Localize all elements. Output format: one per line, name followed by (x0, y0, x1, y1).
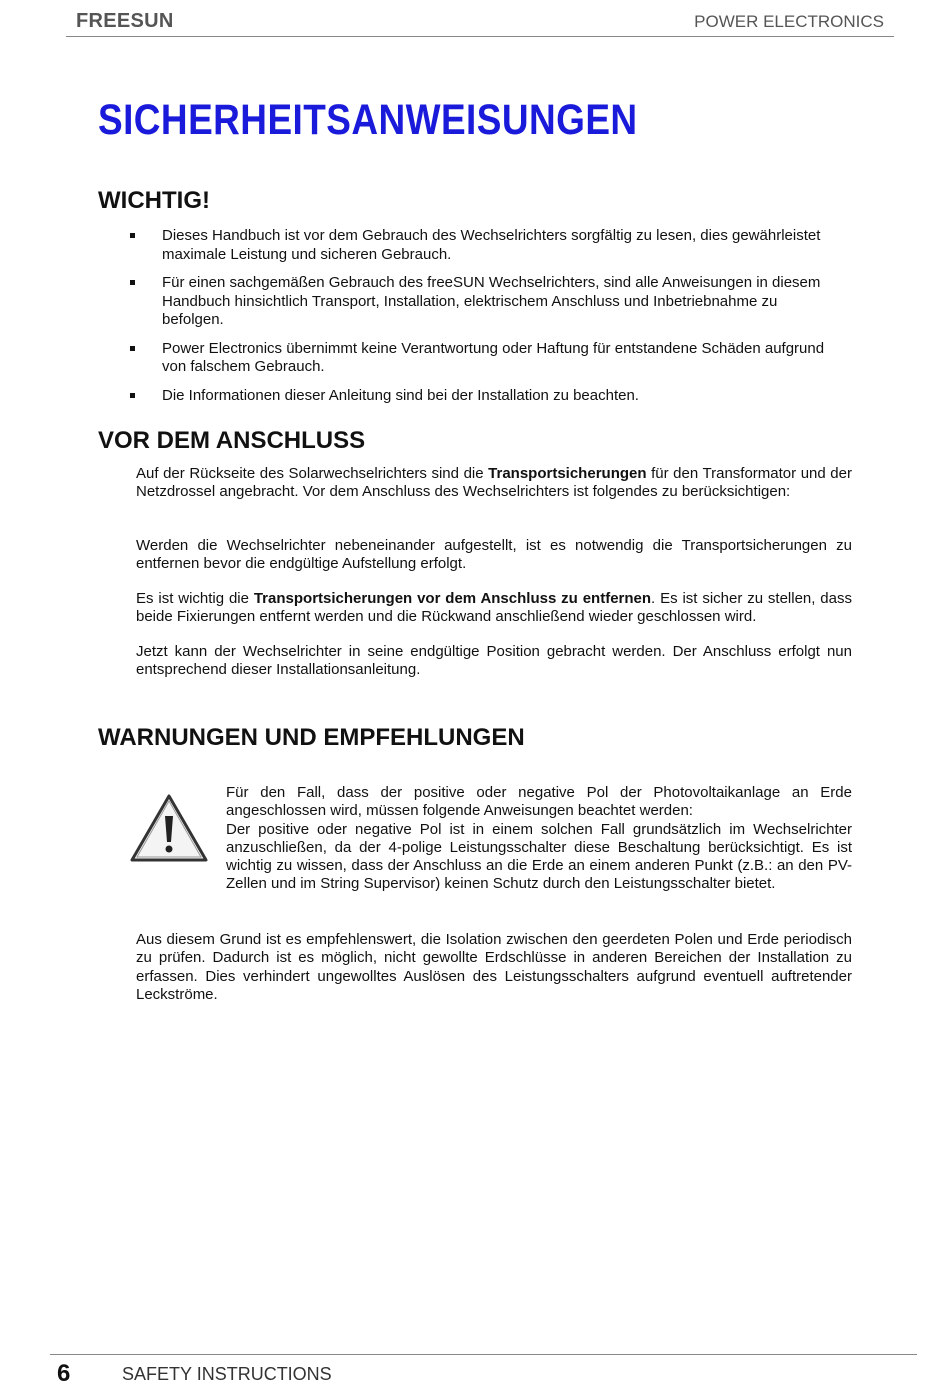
page-header (66, 8, 894, 37)
paragraph-entfernen (136, 590, 852, 627)
heading-vor-dem-anschluss: VOR DEM ANSCHLUSS (98, 427, 366, 454)
bullet-square-icon (130, 346, 135, 351)
page-footer (50, 1354, 917, 1388)
bullet-text: Dieses Handbuch ist vor dem Gebrauch des Wechselrichters sorgfältig zu lesen, dies gewährleistet maximale Leistung und sicheren Gebrauch. (162, 227, 821, 263)
bold-text: Transportsicherungen vor dem Anschluss zu entfernen (253, 590, 652, 607)
wichtig-bullet-list (128, 227, 828, 415)
bullet-text: Die Informationen dieser Anleitung sind bei der Installation zu beachten. (162, 386, 639, 404)
header-company: POWER ELECTRONICS (694, 12, 884, 31)
paragraph-transport (136, 465, 852, 502)
page-number: 6 (57, 1360, 71, 1387)
text-run: Für den Fall, dass der positive oder negative Pol der Photovoltaikanlage an Erde angeschlossen wird, müssen folgende Anweisungen beachtet werden: (226, 784, 852, 820)
warning-triangle-icon (129, 792, 209, 864)
bold-text: Transportsicherungen (488, 465, 647, 482)
list-item (128, 227, 828, 264)
list-item (128, 340, 828, 377)
bullet-square-icon (130, 393, 135, 398)
footer-section-title: SAFETY INSTRUCTIONS (122, 1364, 332, 1384)
text-run: Auf der Rückseite des Solarwechselrichters sind die (136, 465, 489, 482)
bullet-text: Für einen sachgemäßen Gebrauch des freeSUN Wechselrichters, sind alle Anweisungen in diesem Handbuch hinsichtlich Transport, Installation, elektrischem Anschluss und Inbetriebnahme zu befolgen. (162, 274, 821, 328)
header-brand: FREESUN (76, 10, 174, 32)
paragraph-erdung (226, 784, 852, 894)
paragraph-position: Jetzt kann der Wechselrichter in seine endgültige Position gebracht werden. Der Anschluss erfolgt nun entsprechend dieser Installationsanleitung. (136, 643, 852, 679)
text-run: . Es ist sicher zu stellen, dass beide Fixierungen entfernt werden und die Rückwand anschließend wieder geschlossen wird. (136, 590, 852, 626)
bullet-square-icon (130, 280, 135, 285)
bullet-square-icon (130, 233, 135, 238)
heading-wichtig: WICHTIG! (98, 187, 210, 214)
text-run: Es ist wichtig die (136, 590, 254, 607)
text-run: für den Transformator und der Netzdrossel angebracht. Vor dem Anschluss des Wechselrichters ist folgendes zu berücksichtigen: (136, 465, 852, 501)
heading-warnungen: WARNUNGEN UND EMPFEHLUNGEN (98, 724, 525, 751)
list-item (128, 274, 828, 330)
paragraph-isolation: Aus diesem Grund ist es empfehlenswert, die Isolation zwischen den geerdeten Polen und Erde periodisch zu prüfen. Dadurch ist es möglich, nicht gewollte Erdschlüsse in anderen Bereichen der Installation zu erfassen. Dies verhindert ungewolltes Auslösen des Leistungsschalters aufgrund eventuell auftretender Leckströme. (136, 931, 852, 1003)
list-item (128, 387, 828, 406)
paragraph-nebeneinander: Werden die Wechselrichter nebeneinander aufgestellt, ist es notwendig die Transportsicherungen zu entfernen bevor die endgültige Aufstellung erfolgt. (136, 537, 852, 573)
bullet-text: Power Electronics übernimmt keine Verantwortung oder Haftung für entstandene Schäden aufgrund von falschem Gebrauch. (162, 339, 825, 375)
text-run: Der positive oder negative Pol ist in einem solchen Fall grundsätzlich im Wechselrichter anzuschließen, da der 4-polige Leistungsschalter diese Beschaltung berücksichtigt. Es ist wichtig zu wissen, dass der Anschluss an die Erde an einem anderen Punkt (z.B.: an den PV-Zellen und im String Supervisor) keinen Schutz durch den Leistungsschalter bietet. (226, 820, 852, 893)
page-title: SICHERHEITSANWEISUNGEN (98, 96, 638, 144)
